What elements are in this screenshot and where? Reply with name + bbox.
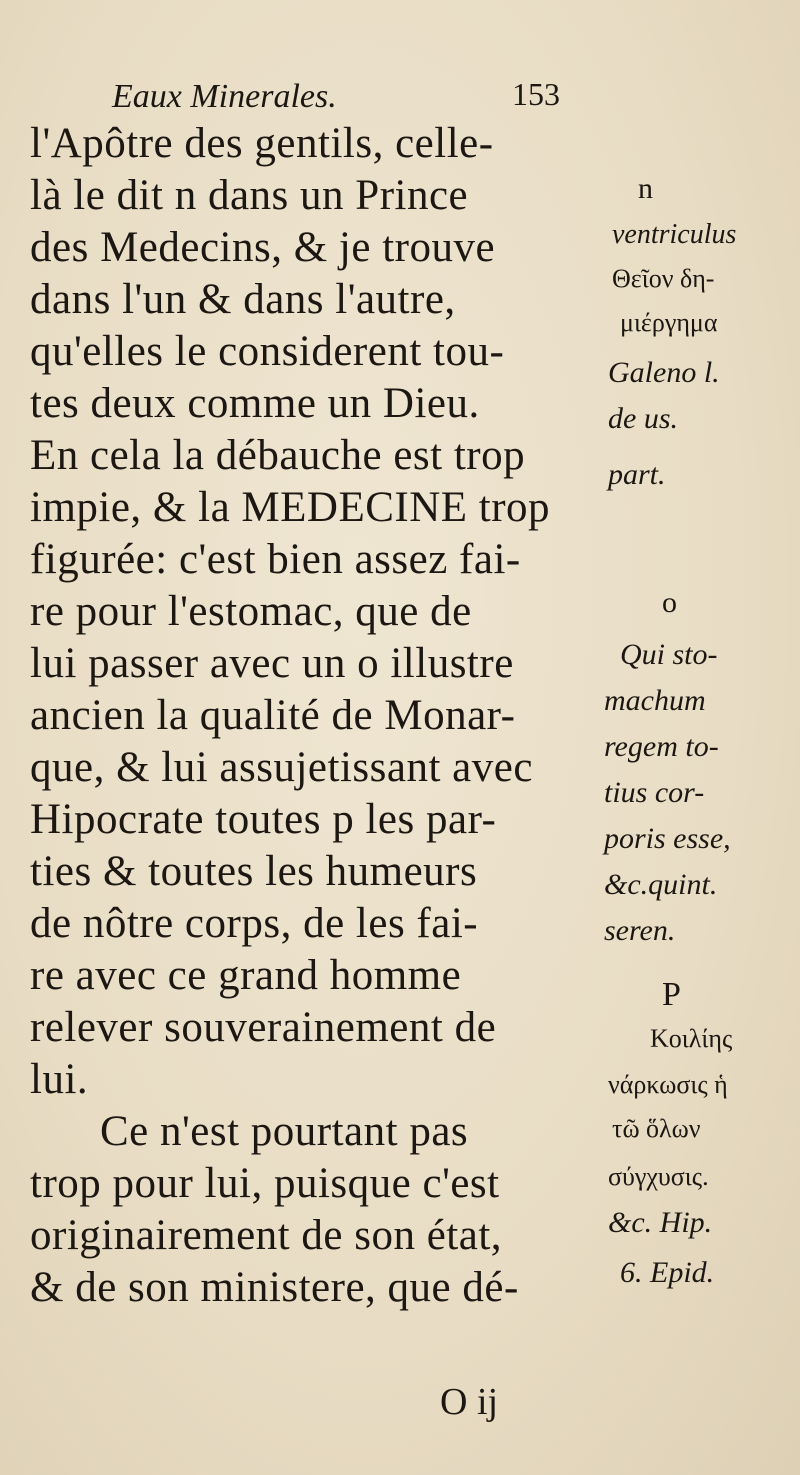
running-head: Eaux Minerales. <box>112 78 337 115</box>
text-line: l'Apôtre des gentils, celle- <box>30 120 494 167</box>
text-line: Hipocrate toutes p les par- <box>30 796 497 843</box>
text-line: des Medecins, & je trouve <box>30 224 496 271</box>
margin-note: Κοιλίης <box>650 1024 733 1053</box>
text-line: dans l'un & dans l'autre, <box>30 276 456 323</box>
text-line: de nôtre corps, de les fai- <box>30 900 479 947</box>
text-line: Ce n'est pourtant pas <box>100 1108 469 1155</box>
margin-note: σύγχυσις. <box>608 1162 709 1191</box>
margin-note: &c. Hip. <box>608 1206 713 1239</box>
margin-note-marker: n <box>638 172 653 205</box>
text-line: ties & toutes les humeurs <box>30 848 478 895</box>
margin-note: ventriculus <box>612 219 737 250</box>
margin-note: seren. <box>604 914 676 947</box>
margin-note: machum <box>604 684 706 717</box>
text-line: re avec ce grand homme <box>30 952 462 999</box>
margin-note: Galeno l. <box>608 356 720 389</box>
signature-mark: O ij <box>440 1381 499 1423</box>
text-line: lui passer avec un o illustre <box>30 640 514 687</box>
margin-note: 6. Epid. <box>620 1256 715 1289</box>
margin-note: poris esse, <box>604 822 731 855</box>
margin-note: tius cor- <box>604 776 705 809</box>
text-line: ancien la qualité de Monar- <box>30 692 516 739</box>
text-line: originairement de son état, <box>30 1212 503 1259</box>
text-line: En cela la débauche est trop <box>30 432 526 479</box>
margin-note: τῶ ὅλων <box>612 1114 701 1143</box>
text-line: qu'elles le considerent tou- <box>30 328 505 375</box>
page-number: 153 <box>512 76 560 112</box>
text-line: impie, & la MEDECINE trop <box>30 484 551 531</box>
margin-note: regem to- <box>604 730 719 763</box>
text-line: que, & lui assujetissant avec <box>30 744 533 791</box>
margin-note-marker: o <box>662 586 677 619</box>
body-text <box>30 118 610 1314</box>
margin-note: part. <box>608 458 666 491</box>
text-line: relever souverainement de <box>30 1004 497 1051</box>
margin-note: μιέργημα <box>620 308 718 337</box>
margin-note: &c.quint. <box>604 868 718 901</box>
text-line: & de son ministere, que dé- <box>30 1264 519 1311</box>
text-line: re pour l'estomac, que de <box>30 588 472 635</box>
text-line: figurée: c'est bien assez fai- <box>30 536 521 583</box>
margin-note: Θεῖον δη- <box>612 264 715 293</box>
text-line: tes deux comme un Dieu. <box>30 380 480 427</box>
margin-note: Qui sto- <box>620 638 718 671</box>
text-line: lui. <box>30 1056 89 1103</box>
margin-note: νάρκωσις ἡ <box>608 1070 728 1099</box>
text-line: là le dit n dans un Prince <box>30 172 469 219</box>
margin-note-marker: P <box>662 976 681 1013</box>
text-line: trop pour lui, puisque c'est <box>30 1160 500 1207</box>
margin-note: de us. <box>608 402 678 435</box>
